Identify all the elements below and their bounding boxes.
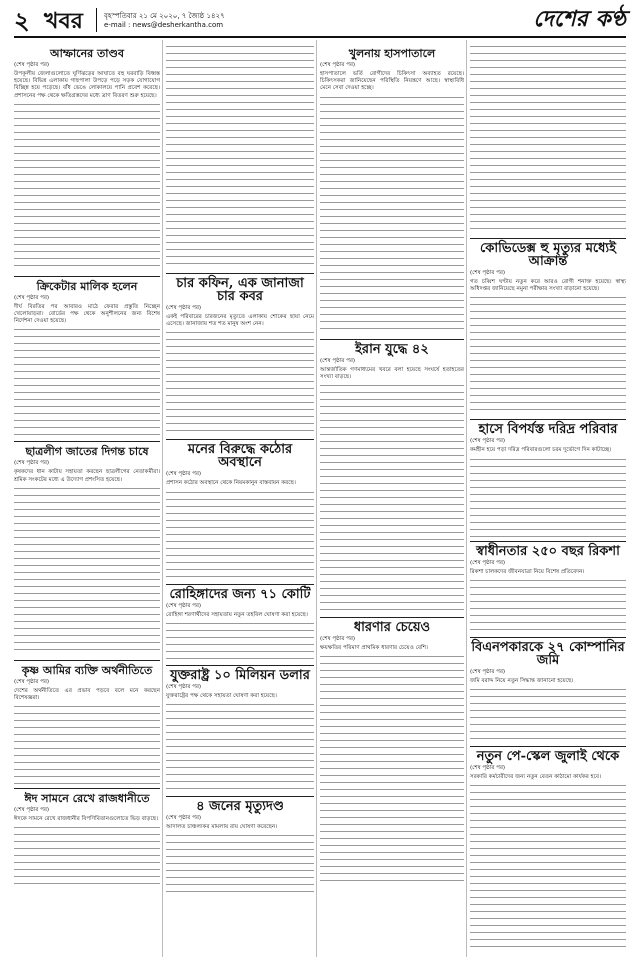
headline: ধারণার চেয়েও <box>320 617 464 634</box>
article-text: আদালত চাঞ্চল্যকর মামলায় রায় ঘোষণা করেছেন। <box>166 824 278 831</box>
continuation-note: (শেষ পৃষ্ঠার পর) <box>470 438 506 445</box>
article-text: জমি বরাদ্দ নিয়ে নতুন সিদ্ধান্ত জানানো হয়েছে। <box>470 677 574 684</box>
headline: মনের বিরুদ্ধে কঠোর অবস্থানে <box>166 439 314 469</box>
article-body <box>320 95 464 335</box>
headline: ক্রিকেটার মালিক হলেন <box>14 276 160 293</box>
headline: ইরান যুদ্ধে ৪২ <box>320 339 464 356</box>
continuation-note: (শেষ পৃষ্ঠার পর) <box>320 62 356 68</box>
continuation-note: (শেষ পৃষ্ঠার পর) <box>470 270 506 276</box>
headline: খুলনায় হাসপাতালে <box>348 47 436 60</box>
article-body <box>470 457 626 537</box>
headline: কৃষ্ণ আমির ব্যক্তি অর্থনীতিতে <box>14 660 160 677</box>
column-3 <box>320 40 464 957</box>
article-body <box>166 833 314 893</box>
continuation-note: (শেষ পৃষ্ঠার পর) <box>14 294 50 301</box>
article-text: প্রশাসন কঠোর অবস্থানে থেকে নিয়মকানুন বাস্তবায়ন করছে। <box>166 480 296 487</box>
article-text: একই পরিবারের চারজনের মৃত্যুতে এলাকায় শোকের ছায়া নেমে এসেছে। জানাজায় শত শত মানুষ অংশ নেন। <box>166 314 314 328</box>
headline: ছাত্রলীগ জাতের দিগন্ত চাষে <box>14 441 160 458</box>
headline: ঈদ সামনে রেখে রাজধানীতে <box>14 788 160 805</box>
headline: স্বাধীনতার ২৫০ বছর রিকশা <box>470 541 626 558</box>
article-body <box>320 383 464 613</box>
article-text: ঈদকে সামনে রেখে রাজধানীর বিপণিবিতানগুলোতে ভিড় বাড়ছে। <box>14 816 159 823</box>
continuation-note: (শেষ পৃষ্ঠার পর) <box>470 765 506 772</box>
continuation-note: (শেষ পৃষ্ঠার পর) <box>470 559 506 566</box>
masthead-divider <box>96 8 97 32</box>
article-body <box>14 486 160 656</box>
continuation-note: (শেষ পৃষ্ঠার পর) <box>320 357 356 364</box>
article-body <box>470 44 626 234</box>
headline: বিএনপকারকে ২৭ কোম্পানির জমি <box>470 637 626 667</box>
continuation-note: (শেষ পৃষ্ঠার পর) <box>14 678 50 685</box>
article-text: দেশের অর্থনীতিতে এর প্রভাব পড়বে বলে মনে করছেন বিশেষজ্ঞরা। <box>14 687 160 702</box>
column-divider <box>316 40 317 957</box>
article-text: রিকশা চালকদের জীবনযাত্রা নিয়ে বিশেষ প্রতিবেদন। <box>470 568 585 575</box>
article-body <box>14 704 160 784</box>
article-text: ক্ষয়ক্ষতির পরিমাণ প্রাথমিক ধারণার চেয়েও বেশি। <box>320 645 428 652</box>
article-body <box>166 44 314 269</box>
article-body <box>320 654 464 884</box>
article-body <box>470 783 626 953</box>
article-body <box>470 295 626 415</box>
continuation-note: (শেষ পৃষ্ঠার পর) <box>166 815 202 822</box>
continuation-note: (শেষ পৃষ্ঠার পর) <box>470 668 506 675</box>
continuation-note: (শেষ পৃষ্ঠার পর) <box>166 305 202 311</box>
headline: আম্ফানের তাণ্ডব <box>50 47 124 60</box>
email-address: e-mail : news@desherkantha.com <box>104 21 224 29</box>
section-title: খবর <box>44 8 83 34</box>
newspaper-logo: দেশের কণ্ঠ <box>533 6 626 32</box>
masthead <box>14 6 626 38</box>
article-text: আন্তর্জাতিক গণমাধ্যমের খবরে বলা হয়েছে সংঘর্ষে হতাহতের সংখ্যা বাড়ছে। <box>320 366 464 380</box>
article-text: উপকূলীয় জেলাগুলোতে ঘূর্ণিঝড়ের আঘাতে বহু ঘরবাড়ি বিধ্বস্ত হয়েছে। বিভিন্ন এলাকায় গাছপালা উপড়ে পড়ে সড়ক যোগাযোগ বিচ্ছিন্ন হয়ে পড়েছে। বাঁধ ভেঙে লোকালয়ে পানি প্রবেশ করেছে। প্রশাসনের পক্ষ থেকে ক্ষতিগ্রস্তদের মধ্যে ত্রাণ বিতরণ শুরু হয়েছে। <box>14 71 160 99</box>
article-body <box>470 578 626 633</box>
article-text: রোহিঙ্গা শরণার্থীদের সহায়তায় নতুন তহবিল ঘোষণা করা হয়েছে। <box>166 611 308 618</box>
continuation-note: (শেষ পৃষ্ঠার পর) <box>166 602 202 609</box>
article-text: কৃষকদের ধান কাটায় সহায়তা করছেন ছাত্রলীগের নেতাকর্মীরা। শ্রমিক সংকটের মধ্যে এ উদ্যোগ প্রশংসিত হয়েছে। <box>14 469 160 483</box>
headline: রোহিঙ্গাদের জন্য ৭১ কোটি <box>166 584 314 601</box>
article-body <box>14 825 160 885</box>
article-text: দীর্ঘ বিরতির পর আবারও মাঠে ফেরার প্রস্তুতি নিচ্ছেন খেলোয়াড়রা। বোর্ডের পক্ষ থেকে অনুশীলনের জন্য বিশেষ নির্দেশনা দেওয়া হয়েছে। <box>14 303 160 325</box>
article-body <box>470 687 626 742</box>
article-body <box>14 102 160 272</box>
continuation-note: (শেষ পৃষ্ঠার পর) <box>166 683 202 690</box>
article-body <box>166 702 314 792</box>
article-body <box>166 330 314 435</box>
article-body <box>166 621 314 661</box>
column-divider <box>466 40 467 957</box>
article-text: সরকারি কর্মচারীদের জন্য নতুন বেতন কাঠামো কার্যকর হবে। <box>470 774 601 781</box>
page-number: ২ <box>14 6 30 35</box>
continuation-note: (শেষ পৃষ্ঠার পর) <box>14 460 50 467</box>
column-4 <box>470 40 626 957</box>
continuation-note: (শেষ পৃষ্ঠার পর) <box>166 471 202 478</box>
article-text: গত চব্বিশ ঘণ্টায় নতুন করে আরও রোগী শনাক্ত হয়েছে। স্বাস্থ্য অধিদপ্তর জানিয়েছে নমুনা পরীক্ষার সংখ্যা বাড়ানো হয়েছে। <box>470 279 626 293</box>
continuation-note: (শেষ পৃষ্ঠার পর) <box>320 636 356 643</box>
continuation-note: (শেষ পৃষ্ঠার পর) <box>14 807 50 814</box>
column-divider <box>162 40 163 957</box>
headline: হাসে বিপর্যস্ত দরিদ্র পরিবার <box>470 419 626 436</box>
headline: যুক্তরাষ্ট্র ১০ মিলিয়ন ডলার <box>166 665 314 682</box>
headline: নতুন পে-স্কেল জুলাই থেকে <box>470 746 626 763</box>
headline: ৪ জনের মৃত্যুদণ্ড <box>166 796 314 813</box>
article-body <box>166 490 314 580</box>
headline: চার কফিন, এক জানাজা চার কবর <box>166 273 314 303</box>
article-text: যুক্তরাষ্ট্রের পক্ষ থেকে সহায়তা ঘোষণা করা হয়েছে। <box>166 692 277 699</box>
article-text: কর্মহীন হয়ে পড়া দরিদ্র পরিবারগুলো চরম দুর্ভোগে দিন কাটাচ্ছে। <box>470 447 612 454</box>
continuation-note: (শেষ পৃষ্ঠার পর) <box>14 62 50 68</box>
article-text: হাসপাতালে ভর্তি রোগীদের চিকিৎসা অব্যাহত রয়েছে। চিকিৎসকরা জানিয়েছেন পরিস্থিতি নিয়ন্ত্রণে আছে। স্বাস্থ্যবিধি মেনে সেবা দেওয়া হচ্ছে। <box>320 71 464 92</box>
column-1 <box>14 40 160 957</box>
dateline: বৃহস্পতিবার ২১ মে ২০২০, ৭ জ্যৈষ্ঠ ১৪২৭ <box>104 12 225 20</box>
article-body <box>14 327 160 437</box>
column-2 <box>166 40 314 957</box>
headline: কোভিডেক্স হু মৃত্যুর মধ্যেই আক্রান্ত <box>470 238 626 268</box>
